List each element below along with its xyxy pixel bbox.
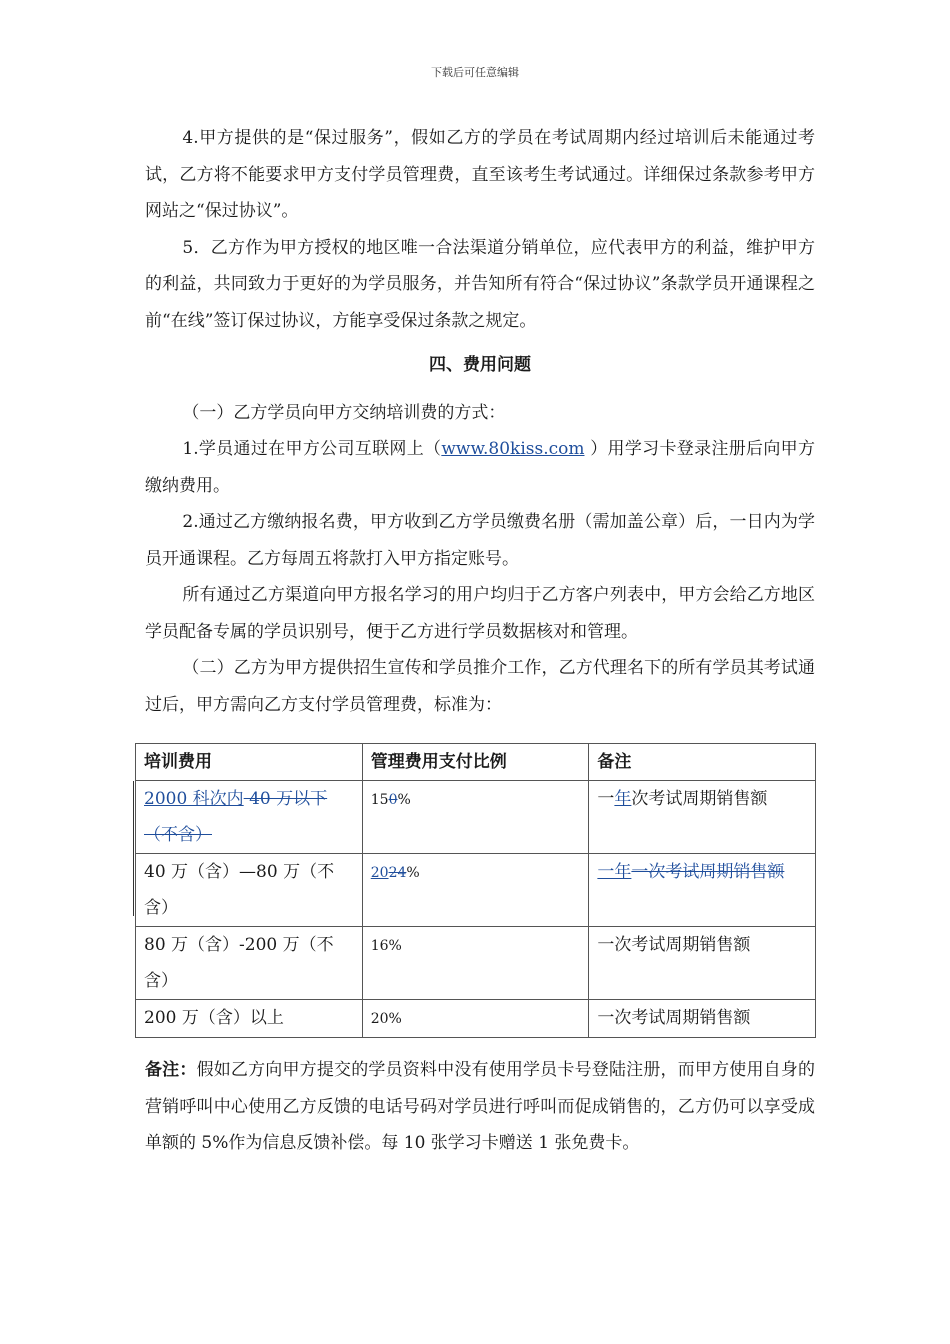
deleted-text: 40 万以下（不含）: [144, 789, 328, 845]
column-header-ratio: 管理费用支付比例: [362, 744, 589, 781]
item-1-text-after: ）用学习卡登录注册后向甲方缴纳费用。: [145, 439, 815, 496]
deleted-text: 一次考试周期销售额: [631, 862, 785, 882]
fee-cell: 40 万（含）—80 万（不含）: [136, 854, 363, 927]
remark-paragraph: [145, 1052, 815, 1162]
item-1: [145, 431, 815, 504]
note-text: 次考试周期销售额: [631, 789, 768, 809]
column-header-fee: 培训费用: [136, 744, 363, 781]
inserted-text: 一年: [597, 862, 632, 882]
note-cell: 一次考试周期销售额: [589, 1000, 816, 1038]
ratio-cell: [362, 781, 589, 854]
percent-sign: %: [397, 792, 411, 808]
inserted-text: 年: [614, 789, 632, 809]
note-cell: [589, 854, 816, 927]
revision-change-bar: [133, 781, 134, 916]
deleted-text: 24: [388, 865, 407, 881]
paragraph-5: 5．乙方作为甲方授权的地区唯一合法渠道分销单位，应代表甲方的利益，维护甲方的利益，共同致力于更好的为学员服务，并告知所有符合“保过协议”条款学员开通课程之前“在线”签订保过协议，方能享受保过条款之规定。: [145, 237, 815, 331]
website-link[interactable]: www.80kiss.com: [441, 439, 585, 459]
page-header: 下载后可任意编辑: [431, 66, 519, 79]
ratio-cell: [362, 927, 589, 1000]
table-row: [136, 781, 816, 854]
table-header-row: [136, 744, 816, 781]
note-text: 一: [597, 789, 615, 809]
item-3: 所有通过乙方渠道向甲方报名学习的用户均归于乙方客户列表中，甲方会给乙方地区学员配备专属的学员识别号，便于乙方进行学员数据核对和管理。: [145, 585, 815, 642]
ratio-cell: [362, 1000, 589, 1038]
note-cell: [589, 781, 816, 854]
percent-sign: %: [406, 865, 420, 881]
ratio-text: 15: [370, 792, 389, 808]
paragraph-4: 4.甲方提供的是“保过服务”，假如乙方的学员在考试周期内经过培训后未能通过考试，乙方将不能要求甲方支付学员管理费，直至该考生考试通过。详细保过条款参考甲方网站之“保过协议”。: [145, 128, 815, 221]
item-2: 2.通过乙方缴纳报名费，甲方收到乙方学员缴费名册（需加盖公章）后，一日内为学员开通课程。乙方每周五将款打入甲方指定账号。: [145, 512, 815, 569]
column-header-note: 备注: [589, 744, 816, 781]
table-row: [136, 1000, 816, 1038]
fee-cell: [136, 781, 363, 854]
ratio-cell: [362, 854, 589, 927]
table-row: [136, 854, 816, 927]
ratio-text: 16%: [370, 938, 402, 954]
deleted-text: 0: [388, 792, 398, 808]
inserted-text: 2000 科次内: [144, 789, 244, 809]
fee-cell: 80 万（含）-200 万（不含）: [136, 927, 363, 1000]
table-row: [136, 927, 816, 1000]
remark-text: 假如乙方向甲方提交的学员资料中没有使用学员卡号登陆注册，而甲方使用自身的营销呼叫中心使用乙方反馈的电话号码对学员进行呼叫而促成销售的，乙方仍可以享受成单额的 5%作为信息反馈补偿。每 10 张学习卡赠送 1 张免费卡。: [145, 1060, 816, 1153]
remark-label: 备注：: [145, 1060, 197, 1080]
note-cell: 一次考试周期销售额: [589, 927, 816, 1000]
fee-table: [135, 743, 816, 1038]
item-1-text-before: 1.学员通过在甲方公司互联网上（: [182, 439, 442, 459]
document-body: [145, 120, 815, 723]
inserted-text: 20: [370, 865, 389, 881]
section-title: 四、费用问题: [429, 355, 531, 375]
fee-cell: 200 万（含）以上: [136, 1000, 363, 1038]
subsection-2: （二）乙方为甲方提供招生宣传和学员推介工作，乙方代理名下的所有学员其考试通过后，甲方需向乙方支付学员管理费，标准为：: [145, 658, 815, 715]
ratio-text: 20%: [370, 1011, 402, 1027]
subsection-1: （一）乙方学员向甲方交纳培训费的方式：: [182, 402, 506, 423]
